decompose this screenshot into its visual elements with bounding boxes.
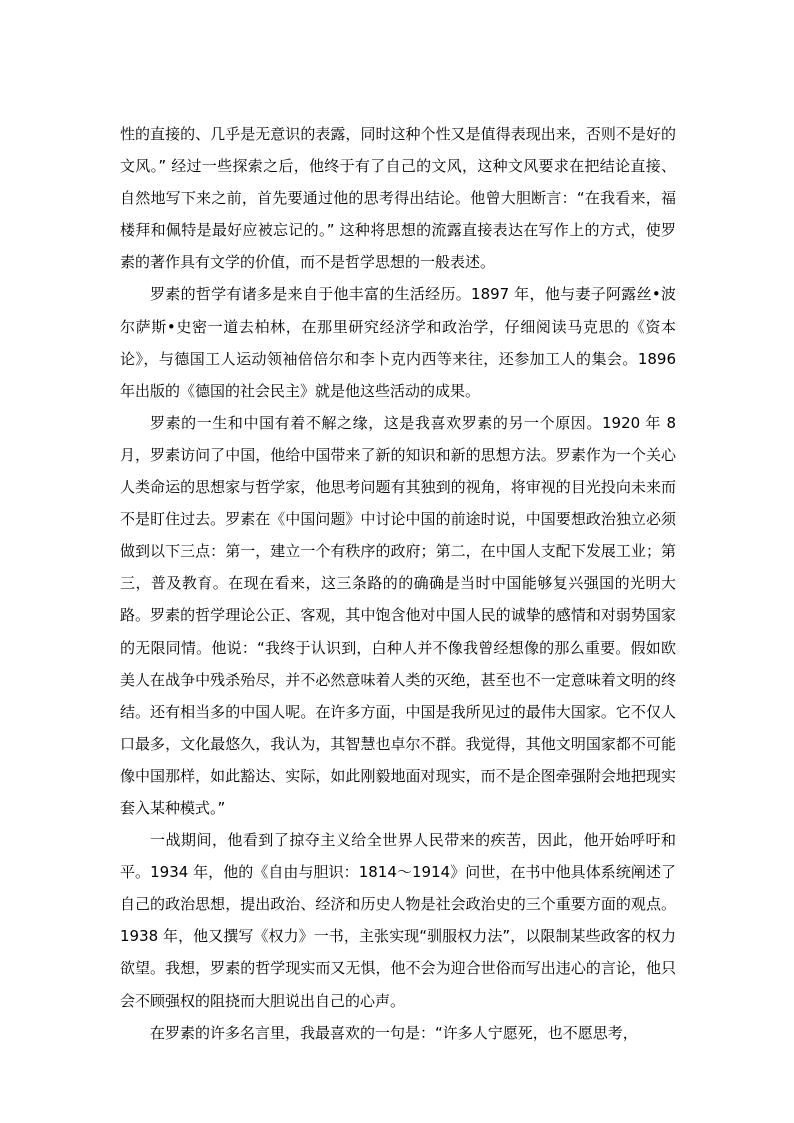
paragraph-peace-politics: 一战期间，他看到了掠夺主义给全世界人民带来的疾苦，因此，他开始呼吁和平。1934 年，他的《自由与胆识：1814～1914》问世，在书中他具体系统阐述了自己的政治思想，提出政治、经济和历史人物是社会政治史的三个重要方面的观点。1938 年，他又撰写《权力》一书，主张实现“驯服权力法”，以限制某些政客的权力欲望。我想，罗素的哲学现实而又无惧，他不会为迎合世俗而写出违心的言论，他只会不顾强权的阻挠而大胆说出自己的心声。	[120, 831, 676, 1010]
paragraph-continuation: 性的直接的、几乎是无意识的表露，同时这种个性又是值得表现出来，否则不是好的文风。” 经过一些探索之后，他终于有了自己的文风，这种文风要求在把结论直接、自然地写下来之前，首先要通过他的思考得出结论。他曾大胆断言：“在我看来，福楼拜和佩特是最好应被忘记的。” 这种将思想的流露直接表达在写作上的方式，使罗素的著作具有文学的价值，而不是哲学思想的一般表述。	[120, 125, 676, 272]
paragraph-favorite-quote: 在罗素的许多名言里，我最喜欢的一句是：“许多人宁愿死，也不愿思考，	[150, 1023, 638, 1042]
paragraph-life-experience: 罗素的哲学有诸多是来自于他丰富的生活经历。1897 年，他与妻子阿露丝•波尔萨斯•史密一道去柏林，在那里研究经济学和政治学，仔细阅读马克思的《资本论》，与德国工人运动领袖倍倍尔和李卜克内西等来往，还参加工人的集会。1896 年出版的《德国的社会民主》就是他这些活动的成果。	[120, 285, 676, 400]
paragraph-china-connection: 罗素的一生和中国有着不解之缘，这是我喜欢罗素的另一个原因。1920 年 8 月，罗素访问了中国，他给中国带来了新的知识和新的思想方法。罗素作为一个关心人类命运的思想家与哲学家，他思考问题有其独到的视角，将审视的目光投向未来而不是盯住过去。罗素在《中国问题》中讨论中国的前途时说，中国要想政治独立必须做到以下三点：第一，建立一个有秩序的政府；第二，在中国人支配下发展工业；第三，普及教育。在现在看来，这三条路的的确确是当时中国能够复兴强国的光明大路。罗素的哲学理论公正、客观，其中饱含他对中国人民的诚挚的感情和对弱势国家的无限同情。他说：“我终于认识到，白种人并不像我曾经想像的那么重要。假如欧美人在战争中残杀殆尽，并不必然意味着人类的灭绝，甚至也不一定意味着文明的终结。还有相当多的中国人呢。在许多方面，中国是我所见过的最伟大国家。它不仅人口最多，文化最悠久，我认为，其智慧也卓尔不群。我觉得，其他文明国家都不可能像中国那样，如此豁达、实际，如此刚毅地面对现实，而不是企图牵强附会地把现实套入某种模式。”	[120, 413, 676, 817]
document-page	[120, 118, 676, 1049]
